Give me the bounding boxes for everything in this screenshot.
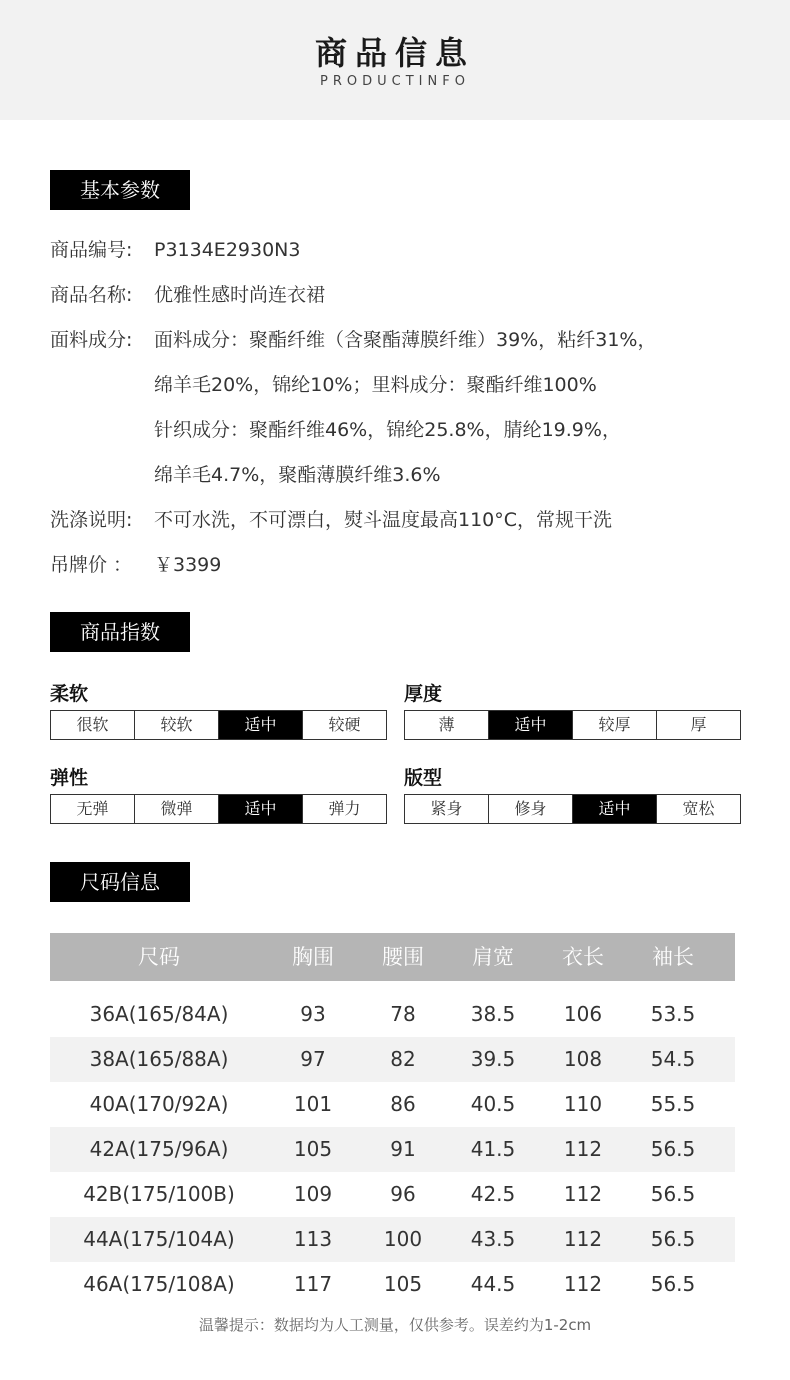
section-tag-size: 尺码信息 (50, 862, 190, 902)
table-cell: 42A(175/96A) (89, 1137, 229, 1161)
index-option: 适中 (489, 711, 573, 739)
table-cell: 42.5 (470, 1182, 516, 1206)
index-option: 很软 (51, 711, 135, 739)
page-header (0, 0, 790, 120)
index-scale-fit (404, 794, 741, 824)
index-option: 适中 (219, 711, 303, 739)
size-table-header-cell: 腰围 (382, 945, 424, 969)
table-cell: 96 (390, 1182, 416, 1206)
table-cell: 38.5 (470, 1002, 516, 1026)
index-option: 无弹 (51, 795, 135, 823)
size-table-header-cell: 尺码 (138, 945, 180, 969)
table-cell: 112 (563, 1272, 603, 1296)
table-cell: 56.5 (650, 1182, 696, 1206)
index-option: 较硬 (328, 715, 361, 734)
size-table-body (50, 992, 735, 1307)
param-name (50, 282, 325, 308)
param-wash-value: 不可水洗，不可漂白，熨斗温度最高110°C，常规干洗 (154, 509, 613, 531)
index-option: 较厚 (573, 711, 657, 739)
index-option: 较软 (135, 711, 219, 739)
measurement-note: 温馨提示：数据均为人工测量，仅供参考。误差约为1-2cm (198, 1316, 592, 1334)
table-row (50, 1127, 735, 1172)
page-title: 商品信息 (314, 34, 475, 72)
size-table-header-cell: 袖长 (652, 945, 694, 969)
param-price (50, 552, 221, 578)
size-table (50, 933, 735, 1307)
index-option: 修身 (489, 795, 573, 823)
index-scale-thickness (404, 710, 741, 740)
size-table-header-cell: 衣长 (562, 945, 604, 969)
table-cell: 38A(165/88A) (89, 1047, 229, 1071)
table-cell: 41.5 (470, 1137, 516, 1161)
table-cell: 43.5 (470, 1227, 516, 1251)
table-cell: 42B(175/100B) (83, 1182, 235, 1206)
page-subtitle: PRODUCTINFO (320, 74, 470, 89)
param-wash (50, 507, 612, 533)
table-cell: 109 (293, 1182, 333, 1206)
index-scale-elasticity (50, 794, 387, 824)
table-cell: 91 (390, 1137, 416, 1161)
index-option: 弹力 (328, 799, 361, 818)
param-name-label: 商品名称: (50, 284, 133, 306)
param-code-label: 商品编号: (50, 239, 133, 261)
size-table-header (50, 933, 735, 981)
table-cell: 117 (293, 1272, 333, 1296)
index-title-fit: 版型 (404, 767, 443, 789)
table-row (50, 1037, 735, 1082)
table-cell: 100 (383, 1227, 423, 1251)
table-cell: 44.5 (470, 1272, 516, 1296)
table-cell: 113 (293, 1227, 333, 1251)
size-table-header-cell: 肩宽 (472, 945, 514, 969)
index-option: 薄 (405, 711, 489, 739)
size-table-header-cell: 胸围 (292, 945, 334, 969)
param-name-value: 优雅性感时尚连衣裙 (154, 284, 326, 306)
table-cell: 112 (563, 1182, 603, 1206)
param-fabric-label: 面料成分: (50, 329, 133, 351)
table-cell: 112 (563, 1137, 603, 1161)
param-code-value: P3134E2930N3 (154, 239, 301, 261)
table-row (50, 1082, 735, 1127)
table-row (50, 992, 735, 1037)
section-tag-index: 商品指数 (50, 612, 190, 652)
table-cell: 53.5 (650, 1002, 696, 1026)
index-option: 紧身 (405, 795, 489, 823)
table-row (50, 1172, 735, 1217)
table-cell: 110 (563, 1092, 603, 1116)
table-cell: 105 (383, 1272, 423, 1296)
table-row (50, 1217, 735, 1262)
index-option: 厚 (690, 715, 707, 734)
table-cell: 86 (390, 1092, 416, 1116)
index-title-thickness: 厚度 (404, 683, 443, 705)
param-price-value: ￥3399 (154, 554, 222, 576)
table-cell: 56.5 (650, 1272, 696, 1296)
table-cell: 40.5 (470, 1092, 516, 1116)
table-cell: 105 (293, 1137, 333, 1161)
table-cell: 44A(175/104A) (83, 1227, 235, 1251)
table-cell: 54.5 (650, 1047, 696, 1071)
table-cell: 36A(165/84A) (89, 1002, 229, 1026)
table-row (50, 1262, 735, 1307)
param-fabric-line: 针织成分：聚酯纤维46%，锦纶25.8%，腈纶19.9%， (154, 419, 621, 441)
table-cell: 55.5 (650, 1092, 696, 1116)
table-cell: 101 (293, 1092, 333, 1116)
index-option: 适中 (573, 795, 657, 823)
index-option: 适中 (219, 795, 303, 823)
index-scale-softness (50, 710, 387, 740)
table-cell: 108 (563, 1047, 603, 1071)
table-cell: 46A(175/108A) (83, 1272, 235, 1296)
index-title-elasticity: 弹性 (50, 767, 89, 789)
index-option: 微弹 (135, 795, 219, 823)
param-fabric (50, 327, 656, 353)
table-cell: 112 (563, 1227, 603, 1251)
table-cell: 56.5 (650, 1227, 696, 1251)
table-cell: 40A(170/92A) (89, 1092, 229, 1116)
param-wash-label: 洗涤说明: (50, 509, 133, 531)
table-cell: 56.5 (650, 1137, 696, 1161)
param-fabric-line: 绵羊毛20%，锦纶10%；里料成分：聚酯纤维100% (154, 374, 597, 396)
param-code (50, 237, 300, 263)
table-cell: 106 (563, 1002, 603, 1026)
table-cell: 39.5 (470, 1047, 516, 1071)
index-option: 宽松 (682, 799, 715, 818)
table-cell: 78 (390, 1002, 416, 1026)
table-cell: 93 (300, 1002, 326, 1026)
param-fabric-line: 面料成分：聚酯纤维（含聚酯薄膜纤维）39%，粘纤31%， (154, 329, 657, 351)
index-title-softness: 柔软 (50, 683, 89, 705)
table-cell: 82 (390, 1047, 416, 1071)
param-fabric-line: 绵羊毛4.7%，聚酯薄膜纤维3.6% (154, 464, 441, 486)
section-tag-basic: 基本参数 (50, 170, 190, 210)
table-cell: 97 (300, 1047, 326, 1071)
param-price-label: 吊牌价 ： (50, 554, 133, 576)
